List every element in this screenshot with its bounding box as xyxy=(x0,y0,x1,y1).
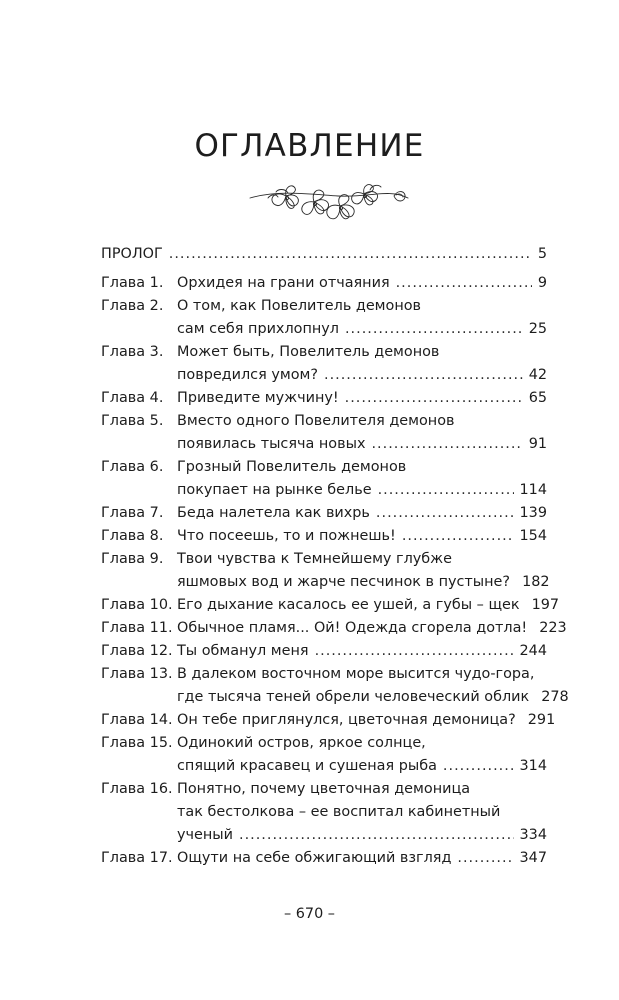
entry-title: где тысяча теней обрели человеческий облик xyxy=(177,689,530,705)
entry-title: сам себя прихлопнул xyxy=(177,321,339,337)
page-ref: 139 xyxy=(519,505,547,521)
page-ref: 9 xyxy=(537,275,547,291)
toc-entry-continuation[interactable] xyxy=(101,755,547,778)
chapter-label: Глава 5. xyxy=(101,413,164,429)
toc-entry-prolog[interactable] xyxy=(101,243,547,266)
entry-title: Может быть, Повелитель демонов xyxy=(177,344,440,360)
orchid-branch-icon xyxy=(248,176,410,228)
toc-entry-chapter[interactable] xyxy=(101,617,567,640)
entry-title: Беда налетела как вихрь xyxy=(177,505,370,521)
entry-title: повредился умом? xyxy=(177,367,318,383)
toc-entry-chapter[interactable] xyxy=(101,502,547,525)
page-ref: 65 xyxy=(528,390,547,406)
toc-entry-chapter[interactable] xyxy=(101,295,547,318)
dot-leader xyxy=(345,318,523,341)
chapter-label: Глава 4. xyxy=(101,390,164,406)
page-ref: 223 xyxy=(539,620,567,636)
entry-title: покупает на рынке белье xyxy=(177,482,372,498)
toc-entry-chapter[interactable] xyxy=(101,341,547,364)
toc-entry-continuation[interactable] xyxy=(101,479,547,502)
page-ref: 334 xyxy=(519,827,547,843)
entry-title: Ты обманул меня xyxy=(177,643,309,659)
page-ref: 182 xyxy=(522,574,550,590)
toc-entry-continuation[interactable] xyxy=(101,801,547,824)
entry-title: появилась тысяча новых xyxy=(177,436,366,452)
page-ref: 244 xyxy=(519,643,547,659)
chapter-label: Глава 16. xyxy=(101,781,173,797)
toc-entry-chapter[interactable] xyxy=(101,732,547,755)
dot-leader xyxy=(315,640,514,663)
chapter-label: Глава 7. xyxy=(101,505,164,521)
page-ref: 42 xyxy=(528,367,547,383)
chapter-label: Глава 9. xyxy=(101,551,164,567)
entry-title: Орхидея на грани отчаяния xyxy=(177,275,390,291)
dot-leader xyxy=(324,364,523,387)
dot-leader xyxy=(378,479,514,502)
page-ref: 278 xyxy=(541,689,569,705)
entry-title: Приведите мужчину! xyxy=(177,390,339,406)
dot-leader xyxy=(376,502,514,525)
entry-title: О том, как Повелитель демонов xyxy=(177,298,422,314)
chapter-label: Глава 10. xyxy=(101,597,173,613)
chapter-label: Глава 12. xyxy=(101,643,173,659)
toc-entry-continuation[interactable] xyxy=(101,571,550,594)
toc-entry-chapter[interactable] xyxy=(101,548,547,571)
entry-title: так бестолкова – ее воспитал кабинетный xyxy=(177,804,501,820)
entry-title: ученый xyxy=(177,827,233,843)
toc-entry-chapter[interactable] xyxy=(101,663,547,686)
entry-title: спящий красавец и сушеная рыба xyxy=(177,758,437,774)
dot-leader xyxy=(371,433,522,456)
dot-leader xyxy=(345,387,523,410)
chapter-label: Глава 14. xyxy=(101,712,173,728)
dot-leader xyxy=(443,755,514,778)
toc-entry-chapter[interactable] xyxy=(101,709,556,732)
page-ref: 154 xyxy=(519,528,547,544)
entry-title: Он тебе приглянулся, цветочная демоница? xyxy=(177,712,516,728)
entry-title: В далеком восточном море высится чудо-гора, xyxy=(177,666,535,682)
chapter-label: Глава 8. xyxy=(101,528,164,544)
page-ref: 114 xyxy=(519,482,547,498)
entry-title: Его дыхание касалось ее ушей, а губы – щек xyxy=(177,597,520,613)
toc-entry-chapter[interactable] xyxy=(101,847,547,870)
page-ref: 25 xyxy=(528,321,547,337)
page-ref: 197 xyxy=(531,597,560,613)
entry-title: ПРОЛОГ xyxy=(101,246,163,262)
dot-leader xyxy=(457,847,513,870)
page-ref: 314 xyxy=(519,758,547,774)
entry-title: Понятно, почему цветочная демоница xyxy=(177,781,471,797)
chapter-label: Глава 2. xyxy=(101,298,164,314)
toc-entry-continuation[interactable] xyxy=(101,824,547,847)
table-of-contents xyxy=(101,243,569,870)
chapter-label: Глава 15. xyxy=(101,735,173,751)
entry-title: Вместо одного Повелителя демонов xyxy=(177,413,455,429)
chapter-label: Глава 6. xyxy=(101,459,164,475)
toc-entry-continuation[interactable] xyxy=(101,686,569,709)
page-ref: 91 xyxy=(528,436,547,452)
entry-title: Ощути на себе обжигающий взгляд xyxy=(177,850,452,866)
entry-title: Одинокий остров, яркое солнце, xyxy=(177,735,426,751)
toc-entry-chapter[interactable] xyxy=(101,640,547,663)
dot-leader xyxy=(402,525,514,548)
toc-entry-continuation[interactable] xyxy=(101,318,547,341)
dot-leader xyxy=(396,272,532,295)
dot-leader xyxy=(169,243,532,266)
entry-title: Твои чувства к Темнейшему глубже xyxy=(177,551,452,567)
dot-leader xyxy=(239,824,514,847)
entry-title: Обычное пламя... Ой! Одежда сгорела дотла! xyxy=(177,620,528,636)
chapter-label: Глава 17. xyxy=(101,850,173,866)
page-ref: 291 xyxy=(527,712,556,728)
page-title: ОГЛАВЛЕНИЕ xyxy=(194,128,425,164)
page-number: – 670 – xyxy=(283,906,335,922)
entry-title: Грозный Повелитель демонов xyxy=(177,459,407,475)
toc-entry-continuation[interactable] xyxy=(101,364,547,387)
toc-entry-chapter[interactable] xyxy=(101,525,547,548)
entry-title: Что посеешь, то и пожнешь! xyxy=(177,528,396,544)
toc-entry-chapter[interactable] xyxy=(101,410,547,433)
toc-entry-chapter[interactable] xyxy=(101,387,547,410)
toc-entry-chapter[interactable] xyxy=(101,272,547,295)
chapter-label: Глава 11. xyxy=(101,620,173,636)
toc-entry-chapter[interactable] xyxy=(101,778,547,801)
page-ref: 347 xyxy=(519,850,547,866)
toc-entry-chapter[interactable] xyxy=(101,456,547,479)
chapter-label: Глава 3. xyxy=(101,344,164,360)
toc-entry-chapter[interactable] xyxy=(101,594,560,617)
toc-entry-continuation[interactable] xyxy=(101,433,547,456)
chapter-label: Глава 13. xyxy=(101,666,173,682)
page-ref: 5 xyxy=(537,246,547,262)
chapter-label: Глава 1. xyxy=(101,275,164,291)
entry-title: яшмовых вод и жарче песчинок в пустыне? xyxy=(177,574,511,590)
